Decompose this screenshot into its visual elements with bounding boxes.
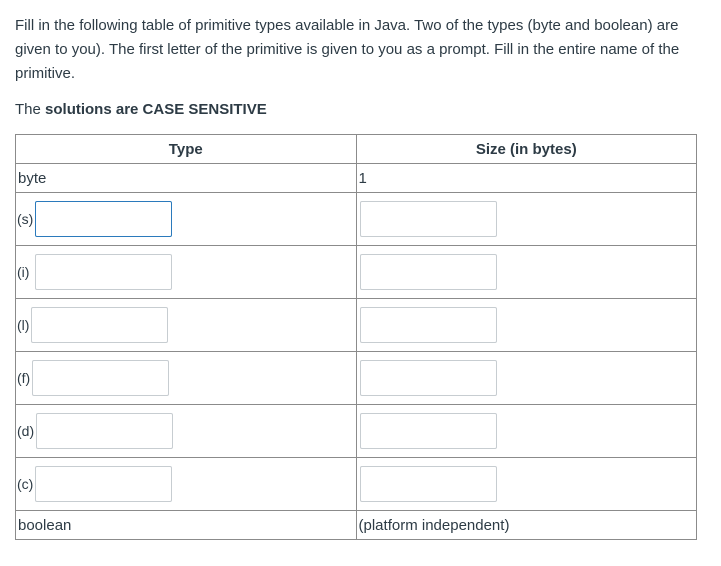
size-answer-input-i[interactable] (360, 254, 497, 290)
type-cell-l (16, 299, 357, 352)
case-note-bold: solutions are CASE SENSITIVE (45, 101, 267, 118)
type-cell-s (16, 193, 357, 246)
size-cell-l (356, 299, 696, 352)
table-header-row (16, 135, 697, 164)
prompt-letter-l: (l) (17, 317, 30, 333)
type-answer-input-i[interactable] (35, 254, 172, 290)
type-cell-f (16, 352, 357, 405)
size-cell-boolean: (platform independent) (356, 511, 696, 540)
prompt-letter-s: (s) (17, 211, 34, 227)
type-cell-c (16, 458, 357, 511)
size-column-header: Size (in bytes) (356, 135, 696, 164)
size-answer-input-c[interactable] (360, 466, 497, 502)
table-row-f (16, 352, 697, 405)
primitive-types-table (15, 134, 697, 540)
size-cell-s (356, 193, 696, 246)
size-answer-input-d[interactable] (360, 413, 497, 449)
size-answer-input-s[interactable] (360, 201, 497, 237)
case-note-prefix: The (15, 101, 46, 118)
table-row-byte (16, 164, 697, 193)
type-cell-byte: byte (16, 164, 357, 193)
prompt-letter-d: (d) (17, 423, 35, 439)
table-row-boolean (16, 511, 697, 540)
instructions-text: Fill in the following table of primitive types available in Java. Two of the types (byte and boolean) are given to you). The first letter of the primitive is given to you as a prompt. Fill in the entire name of the primitive. (15, 17, 680, 82)
size-answer-input-l[interactable] (360, 307, 497, 343)
type-column-header: Type (16, 135, 357, 164)
size-cell-byte: 1 (356, 164, 696, 193)
size-cell-c (356, 458, 696, 511)
prompt-letter-f: (f) (17, 370, 31, 386)
type-answer-input-d[interactable] (36, 413, 173, 449)
table-row-s (16, 193, 697, 246)
table-row-l (16, 299, 697, 352)
size-cell-d (356, 405, 696, 458)
type-cell-d (16, 405, 357, 458)
table-row-d (16, 405, 697, 458)
type-answer-input-c[interactable] (35, 466, 172, 502)
type-answer-input-s[interactable] (35, 201, 172, 237)
case-sensitive-note (15, 98, 267, 122)
type-cell-i (16, 246, 357, 299)
size-cell-f (356, 352, 696, 405)
table-row-c (16, 458, 697, 511)
type-answer-input-f[interactable] (32, 360, 169, 396)
size-answer-input-f[interactable] (360, 360, 497, 396)
prompt-letter-i: (i) (17, 264, 30, 280)
size-cell-i (356, 246, 696, 299)
prompt-letter-c: (c) (17, 476, 34, 492)
type-answer-input-l[interactable] (31, 307, 168, 343)
table-row-i (16, 246, 697, 299)
type-cell-boolean: boolean (16, 511, 357, 540)
